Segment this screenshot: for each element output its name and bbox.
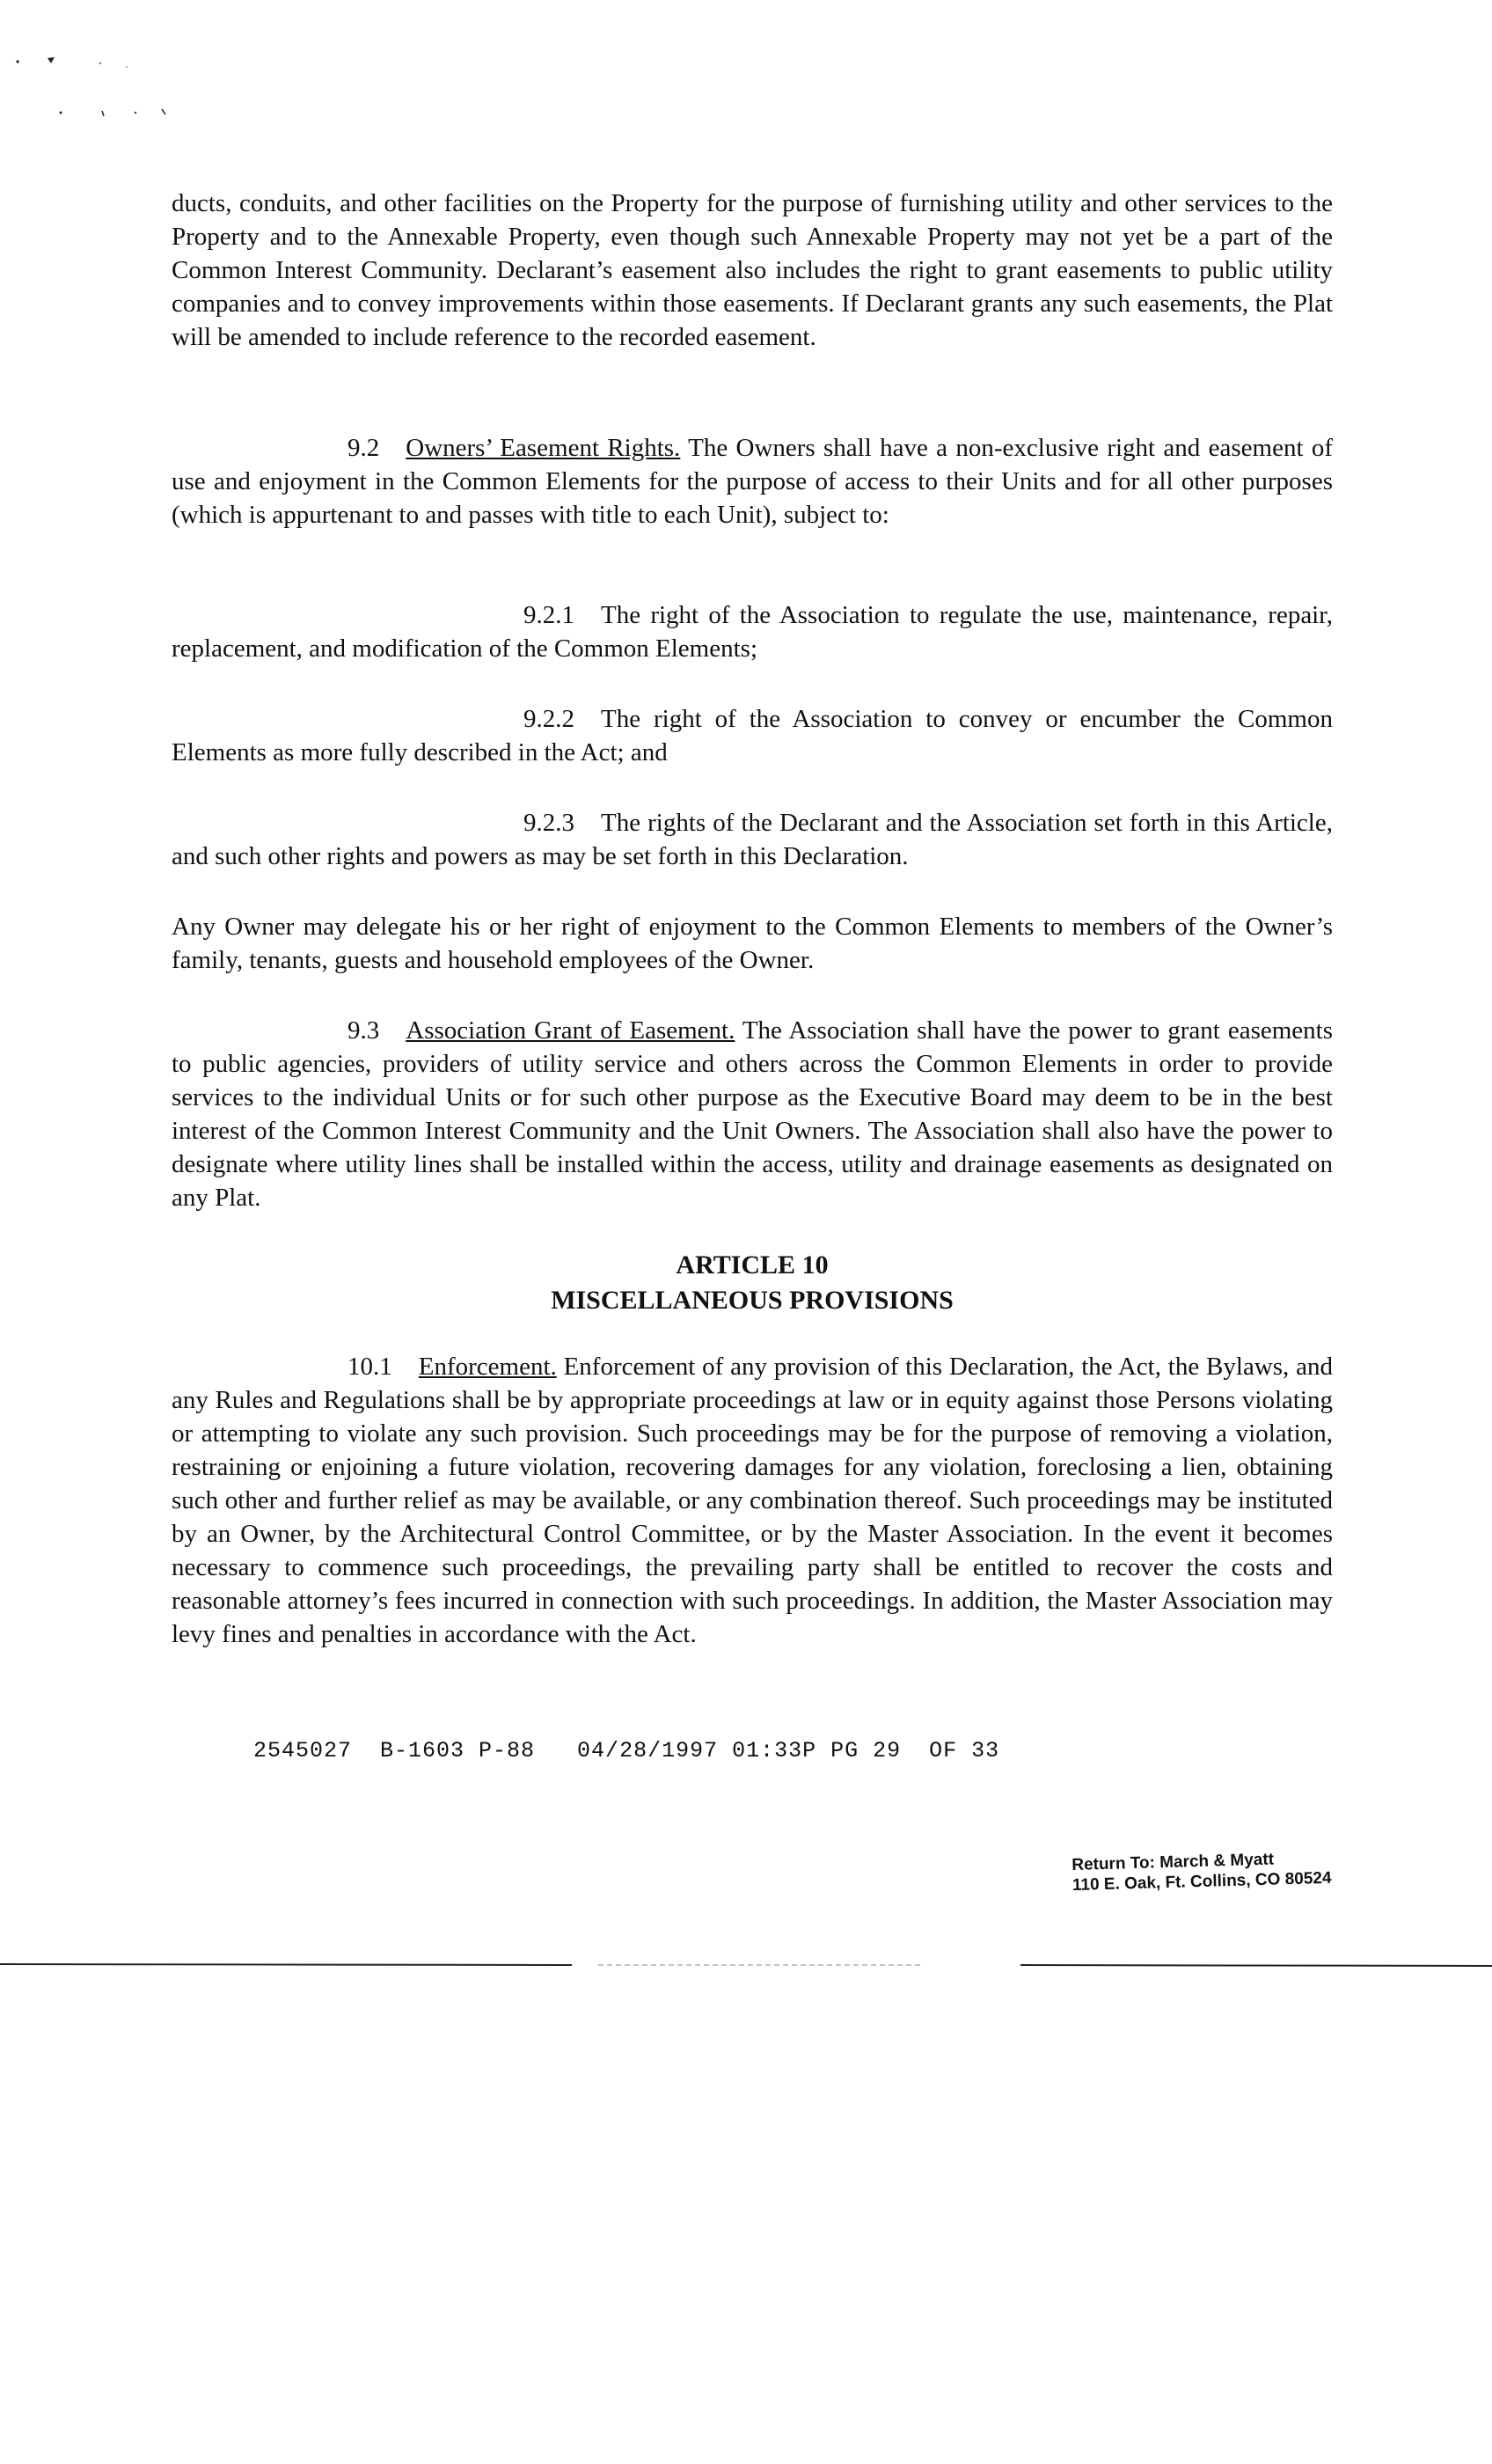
section-number: 9.3: [347, 1016, 380, 1045]
section-number: 9.2.3: [523, 809, 574, 837]
section-10-1: [172, 1350, 1333, 1651]
section-heading: Association Grant of Easement.: [406, 1016, 735, 1045]
section-heading: Owners’ Easement Rights.: [406, 434, 681, 462]
return-to-stamp: [1071, 1848, 1332, 1896]
section-9-2: [172, 431, 1333, 532]
section-text: The Association shall have the power to grant easements to public agencies, providers of utility service and others across the Common Elements in order to provide services to the individual Units or for such other purpose as the Executive Board may deem to be in the best interest of the Common Interest Community and the Unit Owners. The Association shall also have the power to designate where utility lines shall be installed within the access, utility and drainage easements as designated on any Plat.: [172, 1016, 1334, 1212]
scan-specks: [12, 44, 188, 132]
section-9-3: [172, 1014, 1333, 1214]
section-number: 10.1: [347, 1353, 392, 1381]
article-number: ARTICLE 10: [676, 1250, 829, 1280]
section-text: The rights of the Declarant and the Association set forth in this Article, and such other rights and powers as may be set forth in this Declaration.: [172, 809, 1333, 870]
section-text: The Owners shall have a non-exclusive right and easement of use and enjoyment in the Common Elements for the purpose of access to their Units and for all other purposes (which is appurtenant to and passes with title to each Unit), subject to:: [172, 434, 1333, 529]
section-number: 9.2.2: [523, 705, 574, 733]
recording-info: 2545027 B-1603 P-88 04/28/1997 01:33P PG 29 OF 33: [253, 1738, 1000, 1764]
return-stamp-line2: 110 E. Oak, Ft. Collins, CO 80524: [1071, 1868, 1332, 1895]
section-heading: Enforcement.: [418, 1353, 557, 1381]
section-text: The right of the Association to regulate the use, maintenance, repair, replacement, and modification of the Common Elements;: [172, 601, 1333, 663]
section-9-2-3: [172, 806, 1333, 873]
section-9-2-2: [172, 702, 1333, 769]
section-text: The right of the Association to convey or encumber the Common Elements as more fully described in the Act; and: [172, 705, 1333, 766]
section-text: Enforcement of any provision of this Declaration, the Act, the Bylaws, and any Rules and Regulations shall be by appropriate proceedings at law or in equity against those Persons violating or attempting to violate any such provision. Such proceedings may be for the purpose of removing a violation, restraining or enjoining a future violation, recovering damages for any violation, foreclosing a lien, obtaining such other and further relief as may be available, or any combination thereof. Such proceedings may be instituted by an Owner, by the Architectural Control Committee, or by the Master Association. In the event it becomes necessary to commence such proceedings, the prevailing party shall be entitled to recover the costs and reasonable attorney’s fees incurred in connection with such proceedings. In addition, the Master Association may levy fines and penalties in accordance with the Act.: [172, 1353, 1333, 1648]
delegation-paragraph: Any Owner may delegate his or her right of enjoyment to the Common Elements to members of the Owner’s family, tenants, guests and household employees of the Owner.: [172, 913, 1333, 974]
article-title: MISCELLANEOUS PROVISIONS: [551, 1286, 954, 1315]
section-number: 9.2: [347, 434, 380, 462]
bottom-rule: [0, 1961, 1492, 1969]
section-9-2-1: [172, 598, 1333, 665]
return-stamp-line1: Return To: March & Myatt: [1071, 1850, 1275, 1874]
section-number: 9.2.1: [523, 601, 574, 629]
intro-paragraph: ducts, conduits, and other facilities on the Property for the purpose of furnishing utility and other services to the Property and to the Annexable Property, even though such Annexable Property may not yet be a part of the Common Interest Community. Declarant’s easement also includes the right to grant easements to public utility companies and to convey improvements within those easements. If Declarant grants any such easements, the Plat will be amended to include reference to the recorded easement.: [172, 189, 1333, 351]
